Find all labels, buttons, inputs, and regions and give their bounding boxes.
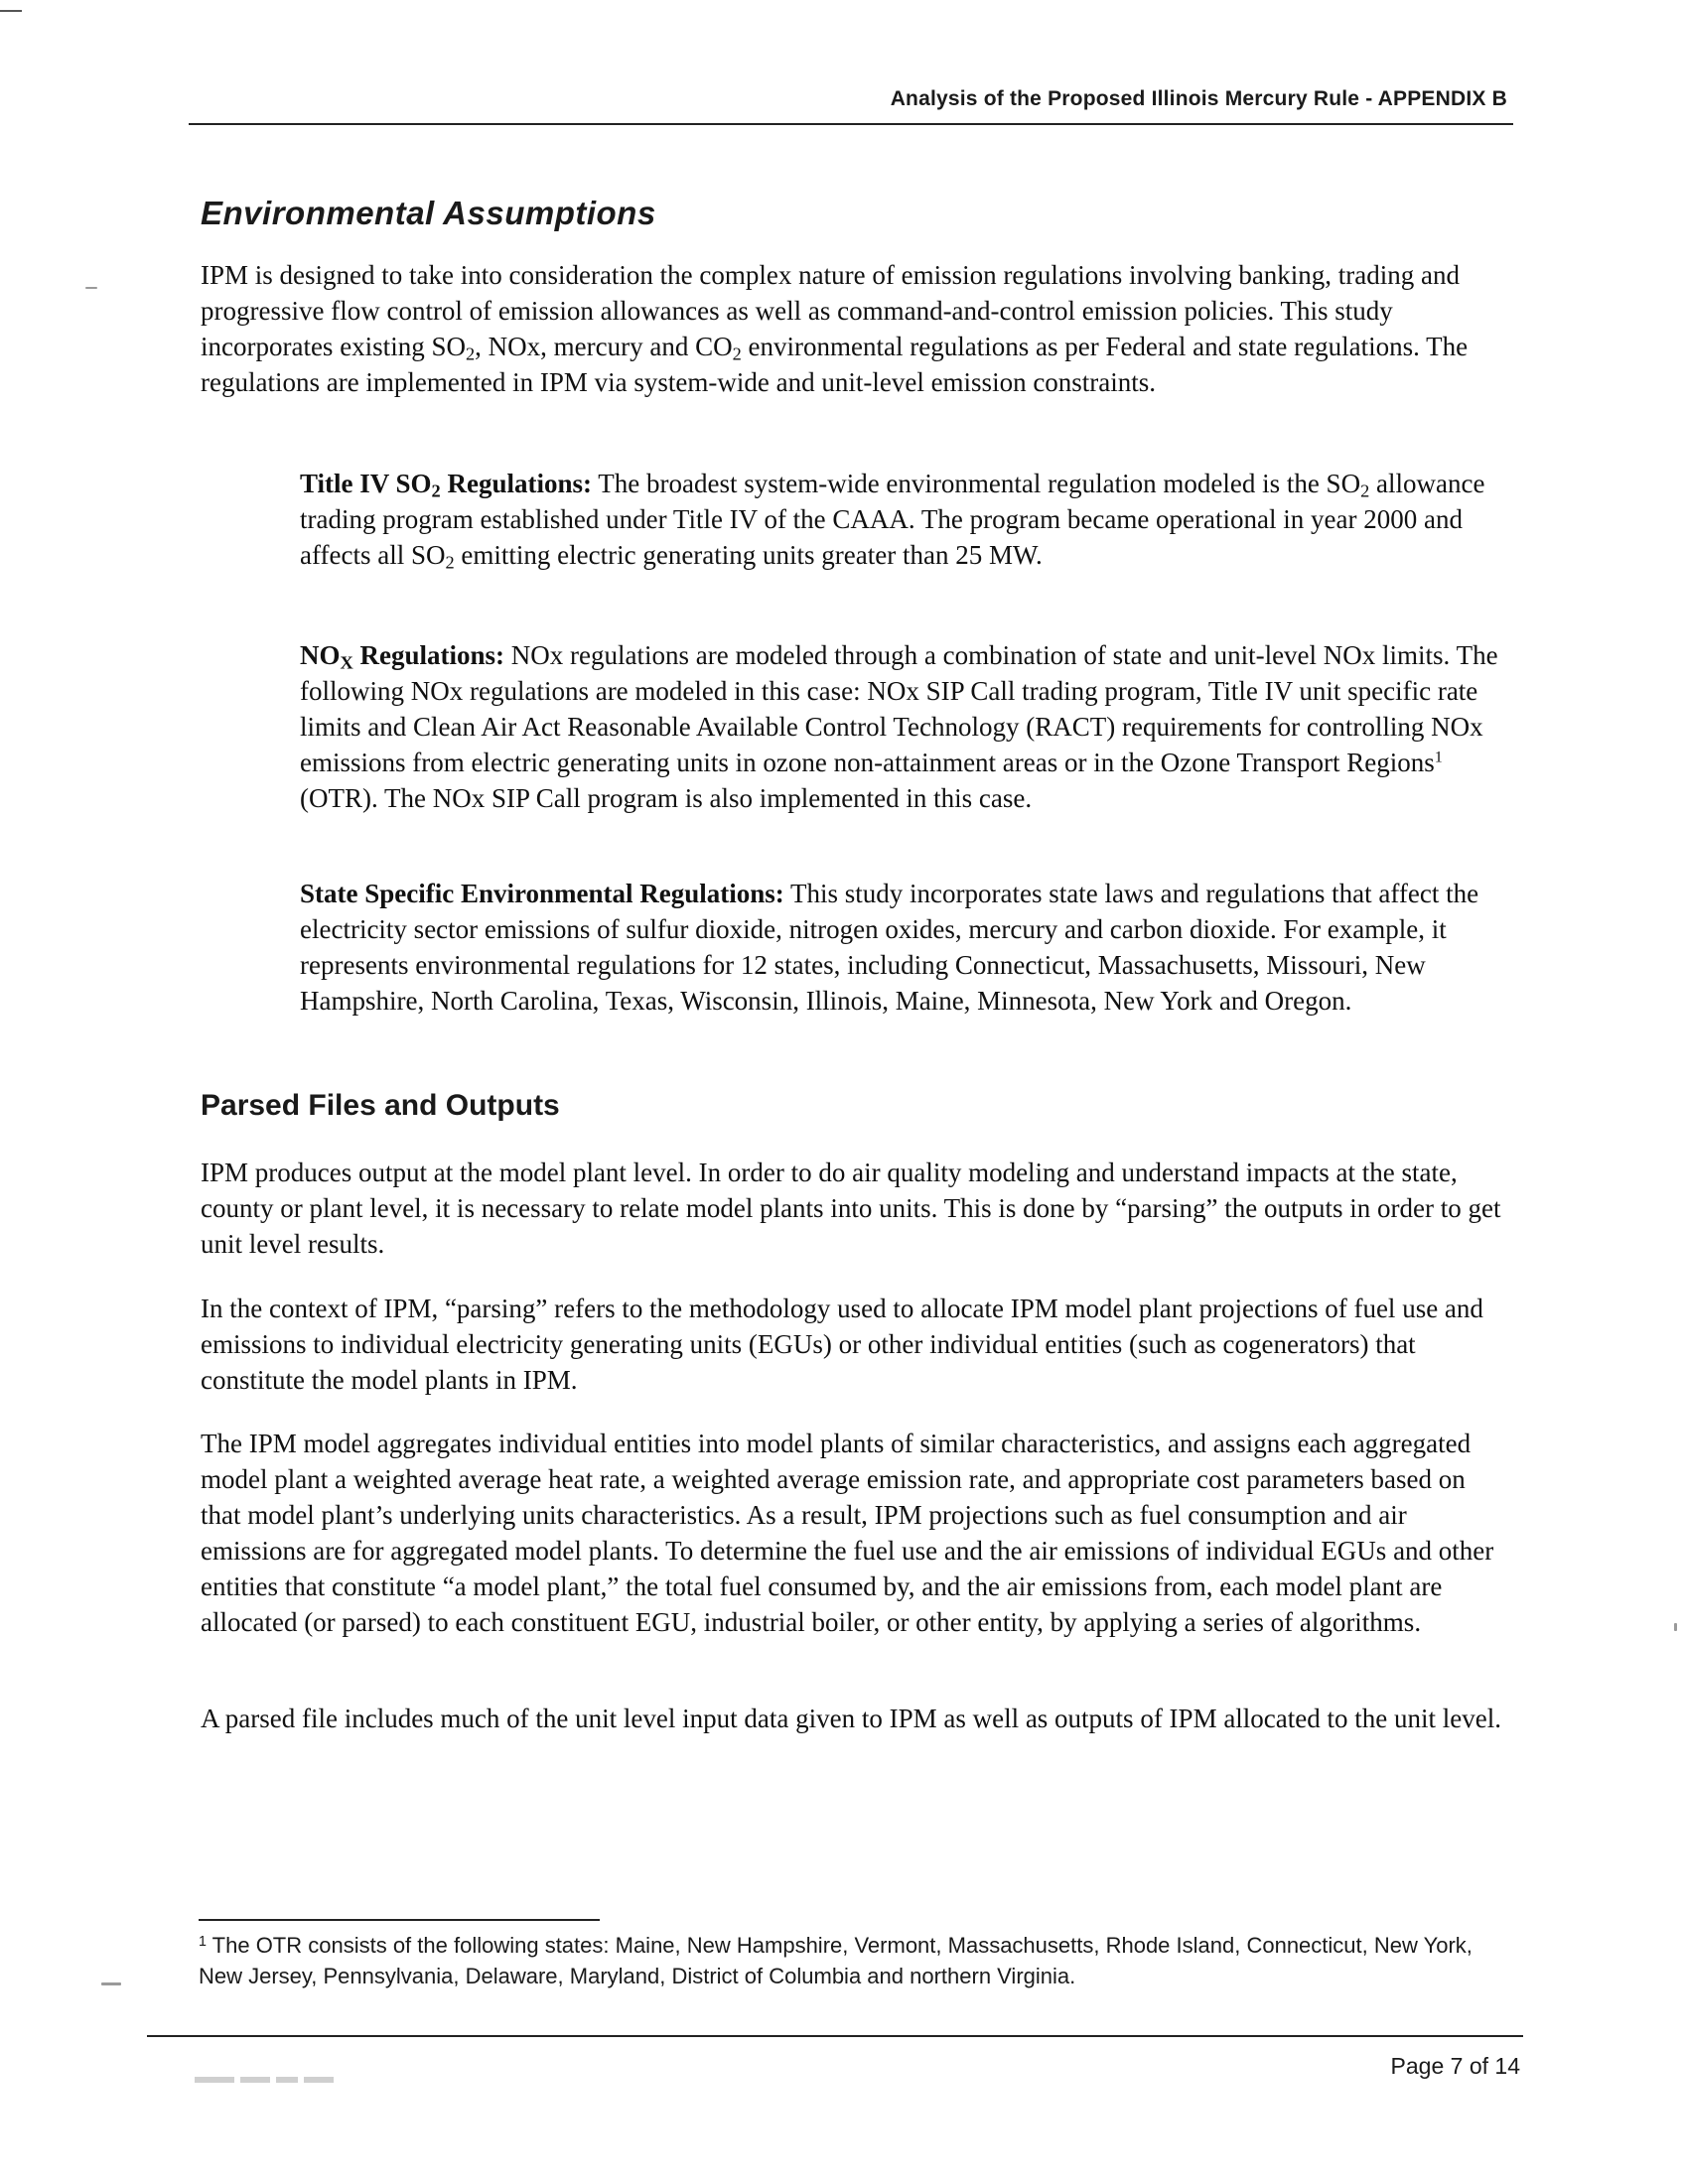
title-iv-paragraph: Title IV $SO_2$ Regulations: The broadest system-wide environmental regulation modeled is the $SO_2$ allowance trading program established under Title IV of the CAAA. The program became operational in year 2000 and affects all $SO_2$ emitting electric generating units greater than 25 MW. [300,469,1485,573]
state-specific-run-head: State Specific Environmental Regulations: [300,879,784,908]
scan-speck [85,287,97,289]
faint-scan-stamp [195,2071,353,2083]
scan-speck [101,1982,121,1985]
parsed-paragraph-2: In the context of IPM, “parsing” refers to the methodology used to allocate IPM model plant projections of fuel use and emissions to individual electricity generating units (EGUs) or other individual entities (such as cogenerators) that constitute the model plants in IPM. [201,1294,1483,1395]
scan-speck [1674,1623,1677,1631]
state-specific-paragraph: State Specific Environmental Regulations: This study incorporates state laws and regulations that affect the electricity sector emissions of sulfur dioxide, nitrogen oxides, mercury and carbon dioxide. For example, it represents environmental regulations for 12 states, including Connecticut, Massachusetts, Missouri, New Hampshire, North Carolina, Texas, Wisconsin, Illinois, Maine, Minnesota, New York and Oregon. [300,879,1479,1016]
running-header: Analysis of the Proposed Illinois Mercury Rule - APPENDIX B [890,87,1507,110]
parsed-paragraph-1: IPM produces output at the model plant level. In order to do air quality modeling and understand impacts at the state, county or plant level, it is necessary to relate model plants into units. This is done by “parsing” the outputs in order to get unit level results. [201,1158,1501,1259]
footnote-marker: 1 [199,1933,207,1950]
title-iv-run-head: Title IV $SO_2$ Regulations: [300,469,592,501]
nox-run-head: $NO_X$ Regulations: [300,640,505,673]
section-heading-parsed-files: Parsed Files and Outputs [201,1089,560,1122]
footnote-separator [199,1919,600,1921]
intro-paragraph: IPM is designed to take into consideration the complex nature of emission regulations involving banking, trading and progressive flow control of emission allowances as well as command-and-control emission policies. This study incorporates existing $SO_2$, NOx, mercury and $CO_2$ environmental regulations as per Federal and state regulations. The regulations are implemented in IPM via system-wide and unit-level emission constraints. [201,260,1469,397]
page-number: Page 7 of 14 [1390,2053,1520,2079]
parsed-paragraph-4: A parsed file includes much of the unit level input data given to IPM as well as outputs of IPM allocated to the unit level. [201,1704,1501,1733]
nox-paragraph: $NO_X$ Regulations: NOx regulations are modeled through a combination of state and unit-level NOx limits. The following NOx regulations are modeled in this case: NOx SIP Call trading program, Title IV unit specific rate limits and Clean Air Act Reasonable Available Control Technology (RACT) requirements for controlling NOx emissions from electric generating units in ozone non-attainment areas or in the Ozone Transport Regions$^1$ (OTR). The NOx SIP Call program is also implemented in this case. [300,640,1498,813]
header-rule [189,123,1513,125]
footnote-reference: 1 [1434,748,1443,766]
footnote: $^1$ The OTR consists of the following states: Maine, New Hampshire, Vermont, Massachusetts, Rhode Island, Connecticut, New York, New Jersey, Pennsylvania, Delaware, Maryland, District of Columbia and northern Virginia. [199,1933,1473,1988]
parsed-paragraph-3: The IPM model aggregates individual entities into model plants of similar characteristics, and assigns each aggregated model plant a weighted average heat rate, a weighted average emission rate, and appropriate cost parameters based on that model plant’s underlying units characteristics. As a result, IPM projections such as fuel consumption and air emissions are for aggregated model plants. To determine the fuel use and the air emissions of individual EGUs and other entities that constitute “a model plant,” the total fuel consumed by, and the air emissions from, each model plant are allocated (or parsed) to each constituent EGU, industrial boiler, or other entity, by applying a series of algorithms. [201,1429,1494,1637]
footer-rule [147,2035,1523,2037]
scan-corner-mark [0,10,22,12]
section-heading-environmental-assumptions: Environmental Assumptions [201,195,656,231]
